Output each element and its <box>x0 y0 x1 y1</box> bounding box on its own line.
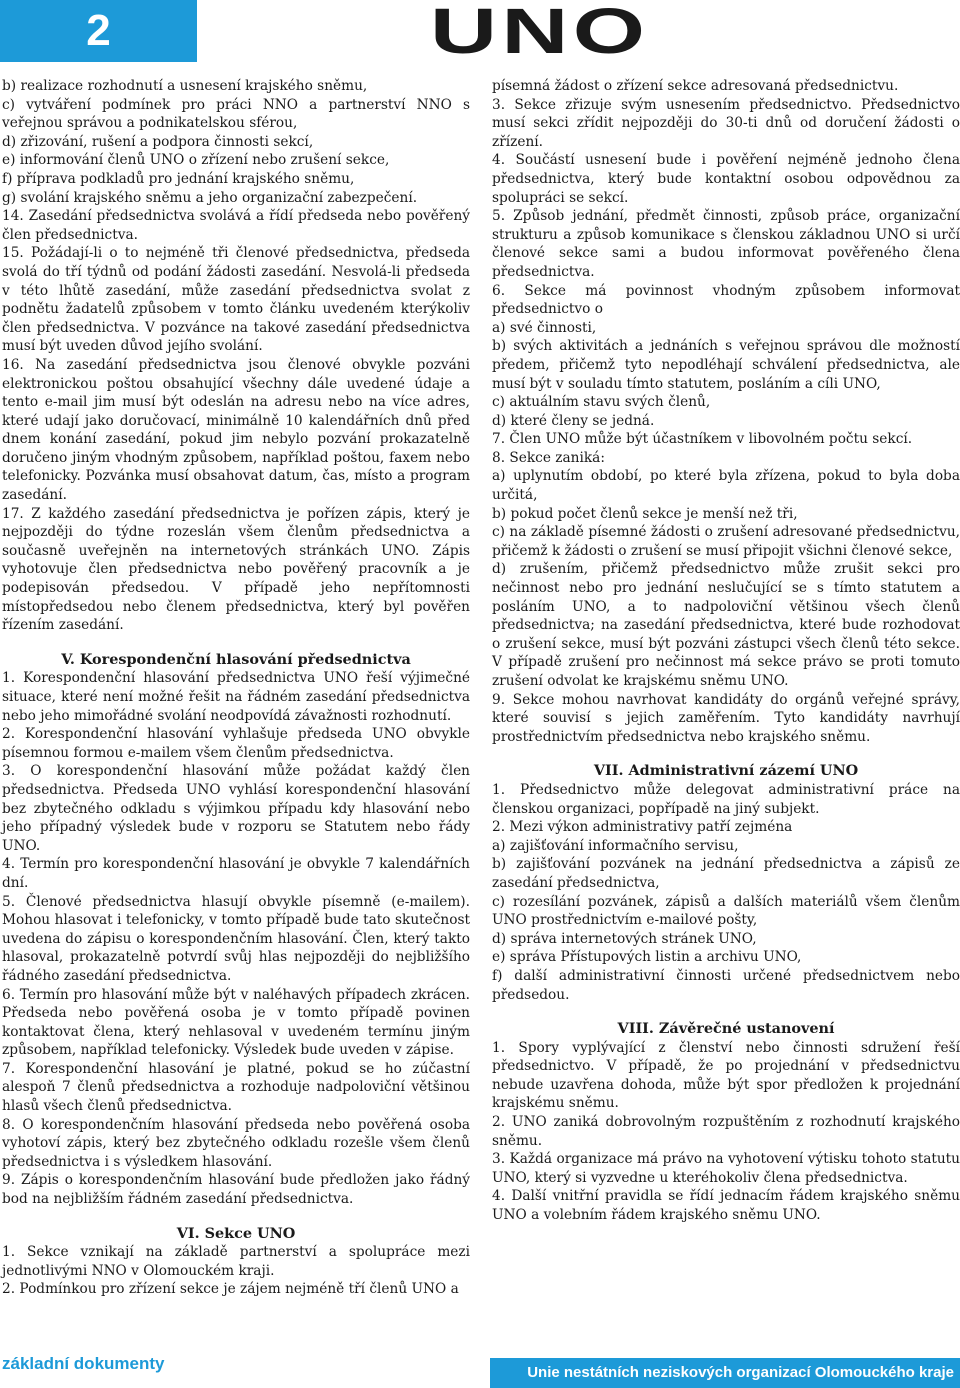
section-heading: VIII. Závěrečné ustanovení <box>617 1020 835 1038</box>
page-header <box>0 0 960 67</box>
paragraph: a) své činnosti, <box>492 319 597 336</box>
paragraph: 14. Zasedání předsednictva svolává a řídí předseda nebo pověřený člen předsednictva. <box>2 208 470 243</box>
section-heading: V. Korespondenční hlasování předsednictva <box>61 650 411 668</box>
paragraph: d) které členy se jedná. <box>492 412 655 429</box>
paragraph: g) svolání krajského sněmu a jeho organizační zabezpečení. <box>2 189 418 206</box>
paragraph: f) příprava podkladů pro jednání krajského sněmu, <box>2 170 355 187</box>
paragraph: c) aktuálním stavu svých členů, <box>492 394 711 411</box>
paragraph: 9. Sekce mohou navrhovat kandidáty do orgánů veřejné správy, které souvisí s jejich zaměřením. Tyto kandidáty navrhují prostřednictvím předsednictva nebo krajského sněmu. <box>492 691 960 745</box>
paragraph: f) další administrativní činnosti určené předsednictvem nebo předsedou. <box>492 967 960 1003</box>
paragraph: d) zřizování, rušení a podpora činnosti sekcí, <box>2 133 314 150</box>
paragraph: 2. Podmínkou pro zřízení sekce je zájem nejméně tří členů UNO a <box>2 1281 459 1298</box>
paragraph: 5. Členové předsednictva hlasují obvykle písemně (e-mailem). Mohou hlasovat i telefonicky, v tomto případě bude tato skutečnost uvedena do zápisu o korespondenčním hlasování. Člen, který takto hlasoval, prokazatelně potvrdí svůj hlas nejpozději do nejbližšího řádného zasedání předsednictva. <box>2 893 470 984</box>
paragraph: 3. Každá organizace má právo na vyhotovení výtisku tohoto statutu UNO, který si vyzvedne u kteréhokoliv člena předsednictva. <box>492 1151 960 1186</box>
paragraph: b) pokud počet členů sekce je menší než tři, <box>492 505 798 522</box>
footer-organization-banner: Unie nestátních neziskových organizací Olomouckého kraje <box>490 1358 960 1388</box>
paragraph: a) zajišťování informačního servisu, <box>492 837 739 854</box>
paragraph: d) zrušením, přičemž předsednictvo může zrušit sekci pro nečinnost nebo pro jednání neslučující se s tímto statutem a posláním UNO, a to nadpoloviční většinou všech členů předsednictva; na zasedání předsednictva, které bude rozhodovat o zrušení sekce, musí být pozváni zástupci všech členů této sekce. V případě zrušení pro nečinnost má sekce právo se proti tomuto zrušení odvolat ke krajskému sněmu UNO. <box>492 561 960 689</box>
paragraph: 1. Spory vyplývající z členství nebo činnosti sdružení řeší předsednictvo. V případě, že po projednání v předsednictvu nebude uzavřena dohoda, může být spor předložen k projednání krajskému sněmu. <box>492 1039 960 1112</box>
paragraph: c) na základě písemné žádosti o zrušení adresované předsednictvu, přičemž k žádosti o zrušení se musí připojit všichni členové sekce, <box>492 524 960 559</box>
uno-logo: UNO <box>430 0 650 67</box>
section-heading: VII. Administrativní zázemí UNO <box>593 762 859 780</box>
paragraph: a) uplynutím období, po které byla zřízena, pokud to byla doba určitá, <box>492 468 960 504</box>
section-heading: VI. Sekce UNO <box>176 1224 296 1242</box>
paragraph: 8. Sekce zaniká: <box>492 449 605 466</box>
paragraph: 17. Z každého zasedání předsednictva je pořízen zápis, který je nejpozději do týdne rozeslán všem členům předsednictva a současně uveřejněn na internetových stránkách UNO. Zápis vyhotovuje člen předsednictva nebo pověřený pracovník a je podepisován předsedou. V případě jeho nepřítomnosti místopředsedou nebo členem předsednictva, který byl pověřen řízením zasedání. <box>2 505 470 634</box>
paragraph: 7. Člen UNO může být účastníkem v libovolném počtu sekcí. <box>492 431 913 448</box>
paragraph: 4. Součástí usnesení bude i pověření nejméně jednoho člena předsednictva, který bude kontaktní osobou odpovědnou za spolupráci se sekcí. <box>492 152 960 206</box>
paragraph: 2. UNO zaniká dobrovolným rozpuštěním z rozhodnutí krajského sněmu. <box>492 1114 960 1149</box>
left-column <box>2 77 470 1299</box>
page-footer <box>0 1350 960 1388</box>
paragraph: b) zajišťování pozvánek na jednání předsednictva a zápisů ze zasedání předsednictva, <box>492 856 960 891</box>
paragraph: 4. Termín pro korespondenční hlasování je obvykle 7 kalendářních dní. <box>2 856 470 891</box>
paragraph: 5. Způsob jednání, předmět činnosti, způsob práce, organizační strukturu a způsob komunikace s členskou základnou UNO si určí členové sekce sami a budou informovat pověřeného člena předsednictva. <box>492 208 960 280</box>
right-column <box>492 77 960 1225</box>
paragraph: 2. Mezi výkon administrativy patří zejména <box>492 819 793 836</box>
paragraph: c) rozesílání pozvánek, zápisů a dalších materiálů všem členům UNO prostřednictvím e-mailové pošty, <box>492 893 960 929</box>
paragraph: 1. Korespondenční hlasování předsednictva UNO řeší výjimečné situace, které není možné řešit na řádném zasedání předsednictva nebo jeho mimořádné svolání neodpovídá závažnosti rozhodnutí. <box>2 670 470 724</box>
paragraph: písemná žádost o zřízení sekce adresovaná předsednictvu. <box>492 78 899 94</box>
paragraph: b) realizace rozhodnutí a usnesení krajského sněmu, <box>2 78 368 94</box>
paragraph: 3. Sekce zřizuje svým usnesením předsednictvo. Předsednictvo musí sekci zřídit nejpozději do 30-ti dnů od doručení žádosti o zřízení. <box>492 96 960 150</box>
paragraph: d) správa internetových stránek UNO, <box>492 930 757 947</box>
paragraph: 2. Korespondenční hlasování vyhlašuje předseda UNO obvykle písemnou formou e-mailem všem členům předsednictva. <box>2 726 470 761</box>
paragraph: c) vytváření podmínek pro práci NNO a partnerství NNO s veřejnou správou a podnikatelskou sférou, <box>2 96 470 132</box>
paragraph: 6. Sekce má povinnost vhodným způsobem informovat předsednictvo o <box>492 282 960 318</box>
paragraph: 7. Korespondenční hlasování je platné, pokud se ho zúčastní alespoň 7 členů předsednictva a rozhoduje nadpoloviční většinou hlasů všech členů předsednictva. <box>2 1060 470 1115</box>
paragraph: 6. Termín pro hlasování může být v naléhavých případech zkrácen. Předseda nebo pověřená osoba je v tomto případě povinen kontaktovat člena, který nehlasoval v uvedeném termínu jiným způsobem, například telefonicky. Výsledek bude uveden v zápise. <box>2 986 470 1059</box>
footer-section-label: základní dokumenty <box>2 1354 165 1373</box>
page-number: 2 <box>0 0 197 62</box>
paragraph: 15. Požádají-li o to nejméně tři členové předsednictva, předseda svolá do tří týdnů od podání žádosti zasedání. Nesvolá-li předseda v této lhůtě zasedání, může zasedání předsednictva svolat z podnětu žadatelů způsobem v tomto článku uvedeném kterýkoliv člen předsednictva. V pozvánce na takové zasedání předsednictva musí být uveden důvod jejího svolání. <box>2 245 470 355</box>
paragraph: e) informování členů UNO o zřízení nebo zrušení sekce, <box>2 152 390 169</box>
paragraph: 1. Předsednictvo může delegovat administrativní práce na členskou organizaci, popřípadě na jiný subjekt. <box>492 781 960 817</box>
paragraph: 3. O korespondenční hlasování může požádat každý člen předsednictva. Předseda UNO vyhlásí korespondenční hlasování bez zbytečného odkladu s výjimkou případu kdy hlasování nebo jeho případný výsledek bude v rozporu se Statutem nebo řády UNO. <box>2 763 470 854</box>
paragraph: 8. O korespondenčním hlasování předseda nebo pověřená osoba vyhotoví zápis, který bez zbytečného odkladu rozešle všem členů předsednictva i s výsledkem hlasování. <box>2 1116 470 1170</box>
paragraph: b) svých aktivitách a jednáních s veřejnou správou dle možností předem, přičemž tyto nepodléhají schválení předsednictva, ale musí být v souladu tímto statutem, posláním a cíli UNO, <box>492 338 960 392</box>
paragraph: 16. Na zasedání předsednictva jsou členové obvykle pozváni elektronickou poštou obsahující všechny dále uvedené údaje a tento e-mail jim musí být odeslán na adresu nebo na více adres, které udají jako doručovací, minimálně 10 kalendářních dnů před dnem konání zasedání, pokud jim nebylo pozvání prokazatelně doručeno jiným vhodným způsobem, například poštou, faxem nebo telefonicky. Pozvánka musí obsahovat datum, čas, místo a program zasedání. <box>2 356 470 504</box>
paragraph: 9. Zápis o korespondenčním hlasování bude předložen jako řádný bod na nejbližším řádném zasedání předsednictva. <box>2 1172 470 1208</box>
paragraph: 1. Sekce vznikají na základě partnerství a spolupráce mezi jednotlivými NNO v Olomouckém kraji. <box>2 1244 470 1279</box>
paragraph: 4. Další vnitřní pravidla se řídí jednacím řádem krajského sněmu UNO a volebním řádem krajského sněmu UNO. <box>492 1188 960 1224</box>
paragraph: e) správa Přístupových listin a archivu UNO, <box>492 949 802 966</box>
